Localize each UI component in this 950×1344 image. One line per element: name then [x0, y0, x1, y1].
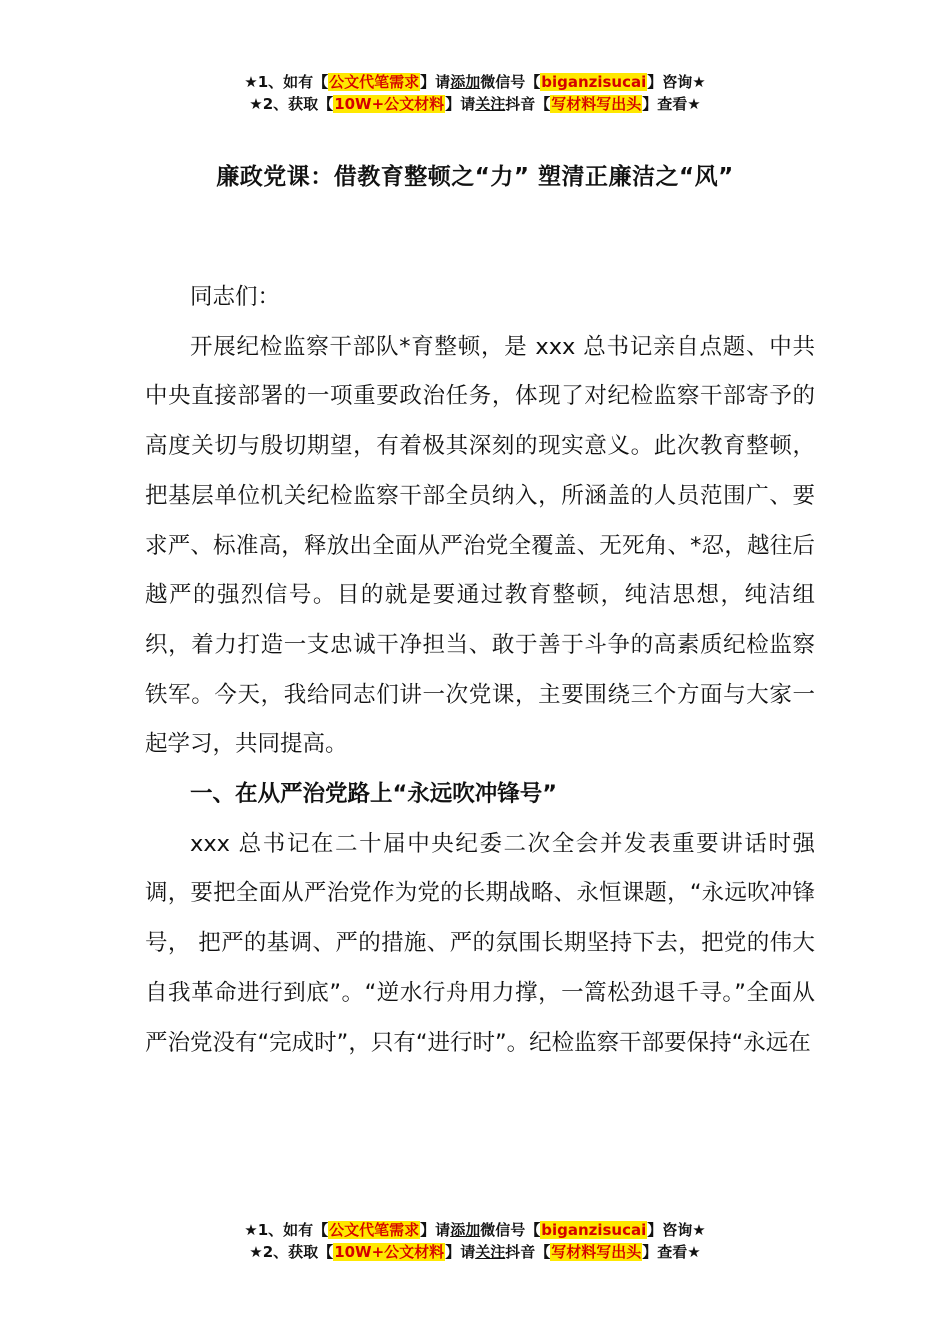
- promo-emphasis: 添加: [450, 73, 481, 91]
- promo-emphasis: 关注: [475, 95, 506, 113]
- footer-promo-banner: [0, 1219, 950, 1263]
- header-promo-banner: [0, 71, 950, 115]
- promo-highlight: 公文代笔需求: [329, 1221, 420, 1239]
- promo-line-2: ★2、获取【10W+公文材料】请关注抖音【写材料写出头】查看★: [249, 95, 701, 113]
- promo-douyin-id: 写材料写出头: [551, 1243, 642, 1261]
- promo-line-1: ★1、如有【公文代笔需求】请添加微信号【biganzisucai】咨询★: [244, 1221, 706, 1239]
- promo-emphasis: 添加: [450, 1221, 481, 1239]
- body-paragraph: 开展纪检监察干部队*育整顿，是 xxx 总书记亲自点题、中共中央直接部署的一项重要政治任务，体现了对纪检监察干部寄予的高度关切与殷切期望，有着极其深刻的现实意义。此次教育整顿，把基层单位机关纪检监察干部全员纳入，所涵盖的人员范围广、要求严、标准高，释放出全面从严治党全覆盖、无死角、*忍，越往后越严的强烈信号。目的就是要通过教育整顿，纯洁思想，纯洁组织，着力打造一支忠诚干净担当、敢于善于斗争的高素质纪检监察铁军。今天，我给同志们讲一次党课，主要围绕三个方面与大家一起学习，共同提高。: [145, 333, 815, 758]
- promo-wechat-id: biganzisucai: [541, 73, 647, 91]
- section-heading: 一、在从严治党路上“永远吹冲锋号”: [190, 781, 558, 808]
- promo-highlight: 10W+公文材料: [334, 1243, 445, 1261]
- promo-douyin-id: 写材料写出头: [551, 95, 642, 113]
- promo-emphasis: 关注: [475, 1243, 506, 1261]
- promo-wechat-id: biganzisucai: [541, 1221, 647, 1239]
- promo-highlight: 公文代笔需求: [329, 73, 420, 91]
- document-title: 廉政党课：借教育整顿之“力” 塑清正廉洁之“风”: [216, 164, 734, 190]
- promo-line-1: ★1、如有【公文代笔需求】请添加微信号【biganzisucai】咨询★: [244, 73, 706, 91]
- promo-highlight: 10W+公文材料: [334, 95, 445, 113]
- body-paragraph: xxx 总书记在二十届中央纪委二次全会并发表重要讲话时强调，要把全面从严治党作为党的长期战略、永恒课题，“永远吹冲锋号， 把严的基调、严的措施、严的氛围长期坚持下去，把党的伟大自我革命进行到底”。“逆水行舟用力撑，一篙松劲退千寻。”全面从严治党没有“完成时”，只有“进行时”。纪检监察干部要保持“永远在: [145, 830, 815, 1056]
- promo-line-2: ★2、获取【10W+公文材料】请关注抖音【写材料写出头】查看★: [249, 1243, 701, 1261]
- document-body: [145, 273, 815, 1068]
- salutation: 同志们：: [190, 284, 281, 310]
